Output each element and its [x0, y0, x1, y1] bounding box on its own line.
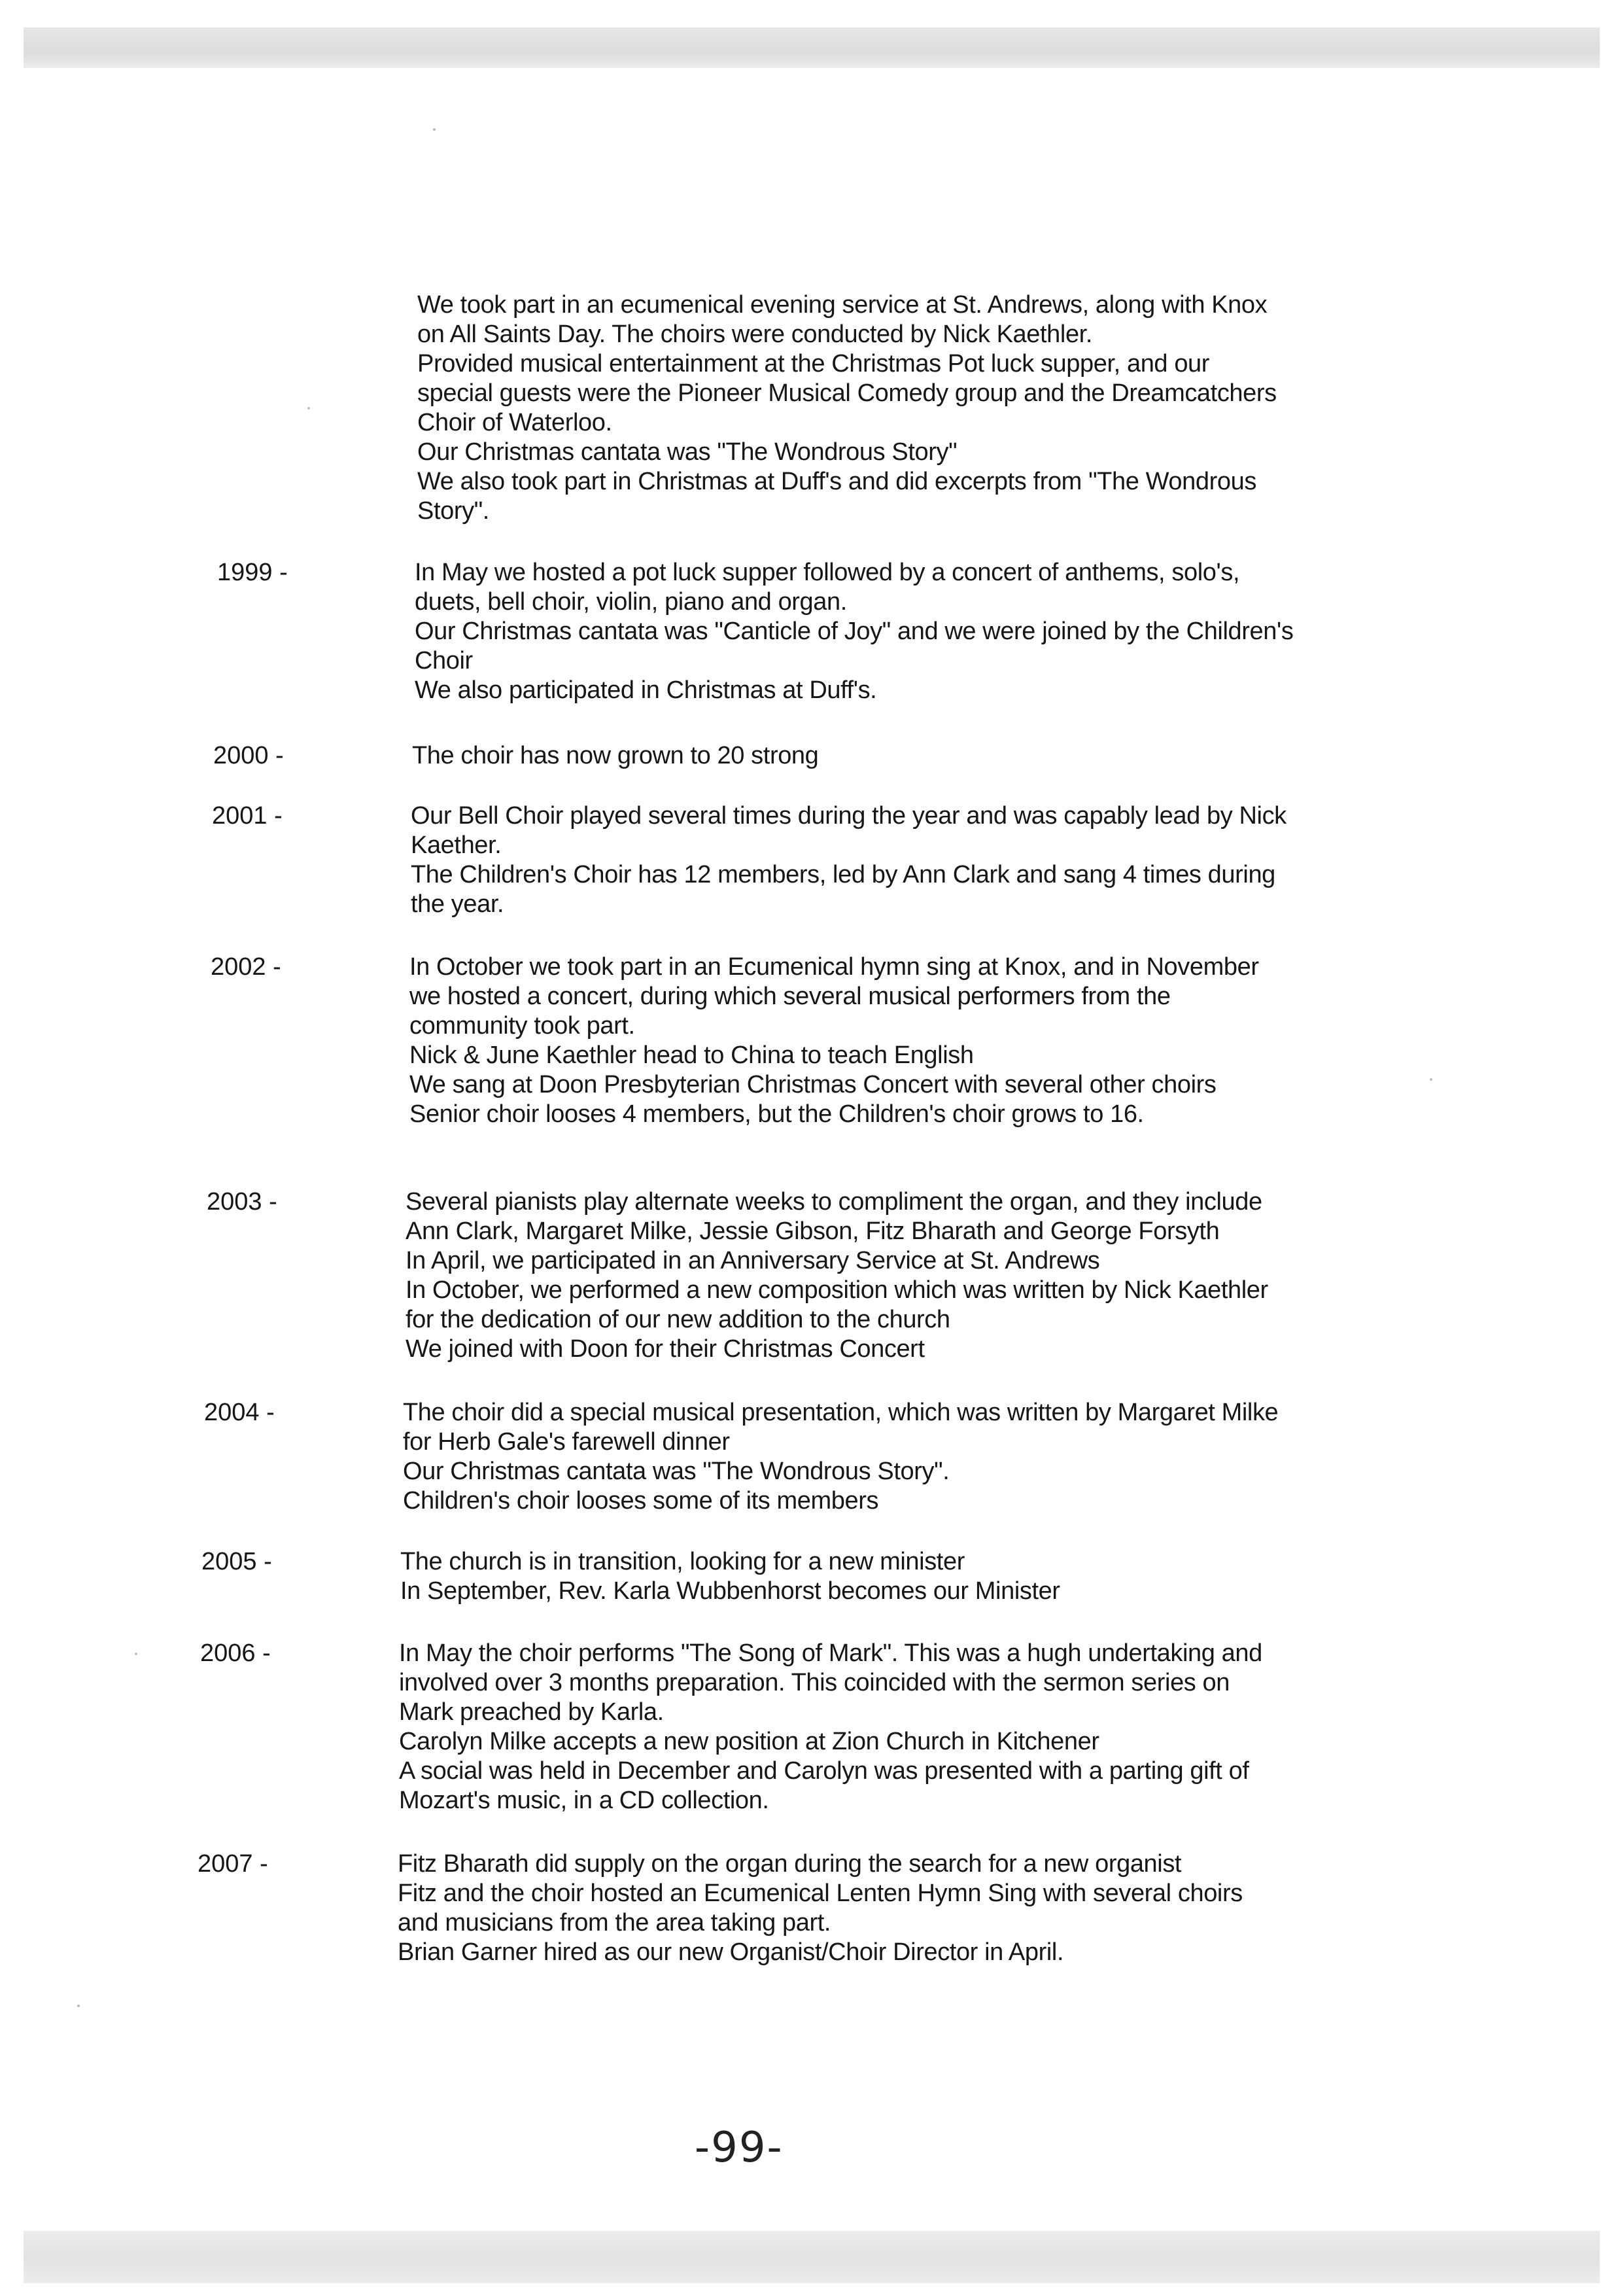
year-label-2003: 2003 - — [207, 1188, 277, 1216]
entry-line: The choir did a special musical presentation, which was written by Margaret Milke — [403, 1399, 1279, 1426]
entry-line: Carolyn Milke accepts a new position at Zion Church in Kitchener — [399, 1728, 1099, 1755]
intro-line: on All Saints Day. The choirs were conducted by Nick Kaethler. — [417, 321, 1093, 348]
entry-line: The church is in transition, looking for a new minister — [400, 1548, 965, 1575]
entry-line: involved over 3 months preparation. This coincided with the sermon series on — [399, 1669, 1230, 1696]
entry-line: Several pianists play alternate weeks to compliment the organ, and they include — [406, 1188, 1262, 1216]
year-label-2001: 2001 - — [212, 802, 283, 830]
scan-border-bottom — [24, 2231, 1600, 2283]
entry-line: for the dedication of our new addition to the church — [406, 1306, 950, 1333]
entry-line: Senior choir looses 4 members, but the Children's choir grows to 16. — [409, 1100, 1144, 1128]
entry-line: We sang at Doon Presbyterian Christmas Concert with several other choirs — [409, 1071, 1217, 1098]
entry-line: Choir — [415, 647, 473, 674]
entry-2006 — [399, 1639, 1445, 1815]
entry-line: Children's choir looses some of its members — [403, 1487, 879, 1515]
entry-2004 — [403, 1398, 1449, 1516]
entry-line: duets, bell choir, violin, piano and organ. — [415, 588, 847, 616]
scan-speck — [77, 2005, 80, 2007]
scan-speck — [135, 1653, 137, 1655]
year-label-2002: 2002 - — [211, 953, 281, 981]
entry-2001 — [411, 801, 1457, 919]
entry-line: Our Bell Choir played several times during the year and was capably lead by Nick — [411, 802, 1287, 830]
entry-2003 — [406, 1187, 1452, 1364]
intro-line: Our Christmas cantata was "The Wondrous Story" — [417, 438, 958, 466]
entry-line: Mark preached by Karla. — [399, 1698, 664, 1726]
entry-line: community took part. — [409, 1012, 635, 1040]
entry-2007 — [398, 1849, 1444, 1967]
year-label-2005: 2005 - — [201, 1548, 272, 1575]
scan-speck — [1430, 1078, 1432, 1081]
entry-line: We also participated in Christmas at Duff's. — [415, 676, 877, 704]
entry-line: Brian Garner hired as our new Organist/Choir Director in April. — [398, 1938, 1064, 1966]
entry-line: Nick & June Kaethler head to China to teach English — [409, 1042, 974, 1069]
intro-paragraph — [417, 290, 1438, 526]
entry-line: we hosted a concert, during which several musical performers from the — [409, 983, 1171, 1010]
entry-line: and musicians from the area taking part. — [398, 1909, 831, 1936]
entry-line: In September, Rev. Karla Wubbenhorst becomes our Minister — [400, 1577, 1060, 1605]
entry-line: Kaether. — [411, 832, 502, 859]
entry-line: In April, we participated in an Anniversary Service at St. Andrews — [406, 1247, 1100, 1274]
entry-line: The Children's Choir has 12 members, led by Ann Clark and sang 4 times during — [411, 861, 1275, 888]
intro-line: We took part in an ecumenical evening service at St. Andrews, along with Knox — [417, 291, 1268, 319]
entry-line: Our Christmas cantata was "Canticle of Joy" and we were joined by the Children's — [415, 618, 1294, 645]
intro-line: We also took part in Christmas at Duff's and did excerpts from "The Wondrous — [417, 468, 1256, 495]
entry-line: In May we hosted a pot luck supper followed by a concert of anthems, solo's, — [415, 559, 1240, 586]
intro-line: Provided musical entertainment at the Christmas Pot luck supper, and our — [417, 350, 1210, 377]
entry-line: We joined with Doon for their Christmas Concert — [406, 1335, 925, 1363]
entry-line: Fitz Bharath did supply on the organ during the search for a new organist — [398, 1850, 1182, 1878]
entry-line: The choir has now grown to 20 strong — [412, 742, 819, 769]
year-label-2004: 2004 - — [204, 1399, 275, 1426]
intro-line: Story". — [417, 497, 489, 525]
year-label-2000: 2000 - — [213, 742, 284, 769]
scan-border-top — [24, 27, 1600, 68]
entry-line: In October, we performed a new composition which was written by Nick Kaethler — [406, 1276, 1268, 1304]
year-label-2006: 2006 - — [200, 1639, 271, 1667]
entry-2000 — [412, 741, 1459, 771]
intro-line: special guests were the Pioneer Musical Comedy group and the Dreamcatchers — [417, 379, 1277, 407]
entry-line: for Herb Gale's farewell dinner — [403, 1428, 730, 1456]
entry-line: A social was held in December and Carolyn was presented with a parting gift of — [399, 1757, 1249, 1785]
entry-line: Ann Clark, Margaret Milke, Jessie Gibson, Fitz Bharath and George Forsyth — [406, 1218, 1220, 1245]
entry-line: In May the choir performs "The Song of Mark". This was a hugh undertaking and — [399, 1639, 1262, 1667]
intro-line: Choir of Waterloo. — [417, 409, 612, 436]
entry-line: In October we took part in an Ecumenical hymn sing at Knox, and in November — [409, 953, 1259, 981]
entry-2005 — [400, 1547, 1447, 1606]
year-label-1999: 1999 - — [217, 559, 288, 586]
scan-speck — [433, 128, 436, 131]
entry-line: Mozart's music, in a CD collection. — [399, 1787, 769, 1814]
entry-1999 — [415, 558, 1461, 705]
page-number: -99- — [695, 2124, 784, 2172]
entry-line: Our Christmas cantata was "The Wondrous Story". — [403, 1458, 950, 1485]
year-label-2007: 2007 - — [198, 1850, 268, 1878]
entry-2002 — [409, 953, 1456, 1129]
scan-speck — [307, 407, 310, 410]
entry-line: Fitz and the choir hosted an Ecumenical Lenten Hymn Sing with several choirs — [398, 1880, 1243, 1907]
entry-line: the year. — [411, 890, 504, 918]
